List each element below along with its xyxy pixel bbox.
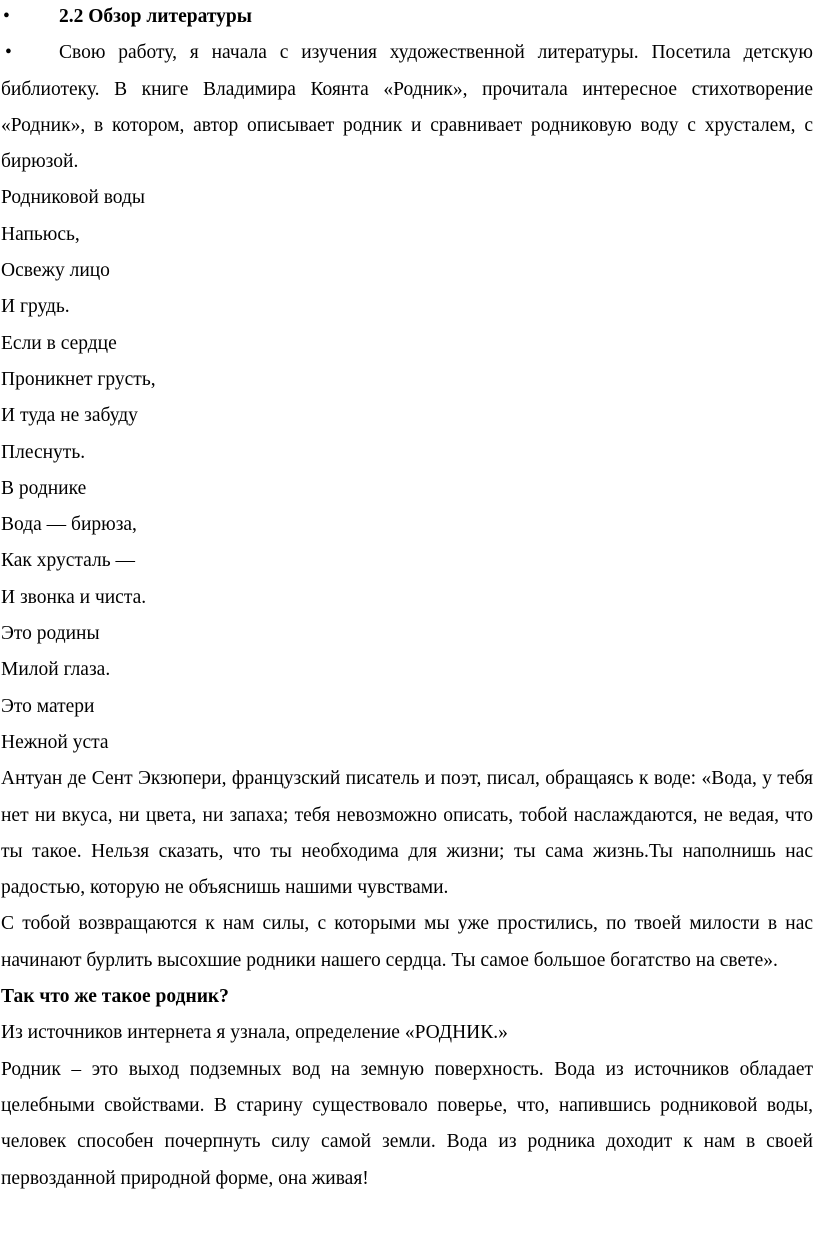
bullet-icon: • (3, 6, 10, 27)
poem-line: Если в сердце (1, 332, 117, 354)
poem-line: Это матери (1, 695, 95, 717)
poem-line: Проникнет грусть, (1, 368, 156, 390)
poem-line: Как хрусталь — (1, 550, 135, 572)
bullet-icon: • (5, 42, 12, 64)
section-heading: 2.2 Обзор литературы (59, 6, 253, 27)
question-heading: Так что же такое родник? (1, 986, 229, 1008)
poem-line: Милой глаза. (1, 659, 111, 681)
poem-line: Напьюсь, (1, 223, 80, 245)
quote-paragraph: Антуан де Сент Экзюпери, французский писатель и поэт, писал, обращаясь к воде: «Вода, у тебя нет ни вкуса, ни цвета, ни запаха; тебя невозможно описать, тобой наслаждаются, не ведая, что ты такое. Нельзя сказать, что ты необходима для жизни; ты сама жизнь.Ты наполнишь нас радостью, которую не объяснишь нашими чувствами. (1, 768, 813, 899)
intro-block (1, 35, 813, 180)
poem-line: Родниковой воды (1, 187, 145, 209)
poem-line: Это родины (1, 623, 100, 645)
intro-paragraph: Свою работу, я начала с изучения художественной литературы. Посетила детскую библиотеку. В книге Владимира Коянта «Родник», прочитала интересное стихотворение «Родник», в котором, автор описывает родник и сравнивает родниковую воду с хрусталем, с бирюзой. (1, 42, 813, 173)
poem-line: Освежу лицо (1, 260, 110, 282)
definition-paragraph: Родник – это выход подземных вод на земную поверхность. Вода из источников обладает целебными свойствами. В старину существовало поверье, что, напившись родниковой воды, человек способен почерпнуть силу самой земли. Вода из родника доходит к нам в своей первозданной природной форме, она живая! (1, 1058, 813, 1189)
poem-line: В роднике (1, 477, 87, 499)
section-heading-row (1, 0, 813, 35)
poem-line: И туда не забуду (1, 405, 138, 427)
poem-line: И звонка и чиста. (1, 586, 147, 608)
poem-line: И грудь. (1, 296, 70, 318)
source-line: Из источников интернета я узнала, определение «РОДНИК.» (1, 1022, 508, 1044)
poem-line: Вода — бирюза, (1, 514, 137, 536)
poem (1, 180, 813, 761)
poem-line: Нежной уста (1, 731, 109, 753)
poem-line: Плеснуть. (1, 441, 86, 463)
quote-paragraph: С тобой возвращаются к нам силы, с которыми мы уже простились, по твоей милости в нас начинают бурлить высохшие родники нашего сердца. Ты самое большое богатство на свете». (1, 913, 813, 971)
